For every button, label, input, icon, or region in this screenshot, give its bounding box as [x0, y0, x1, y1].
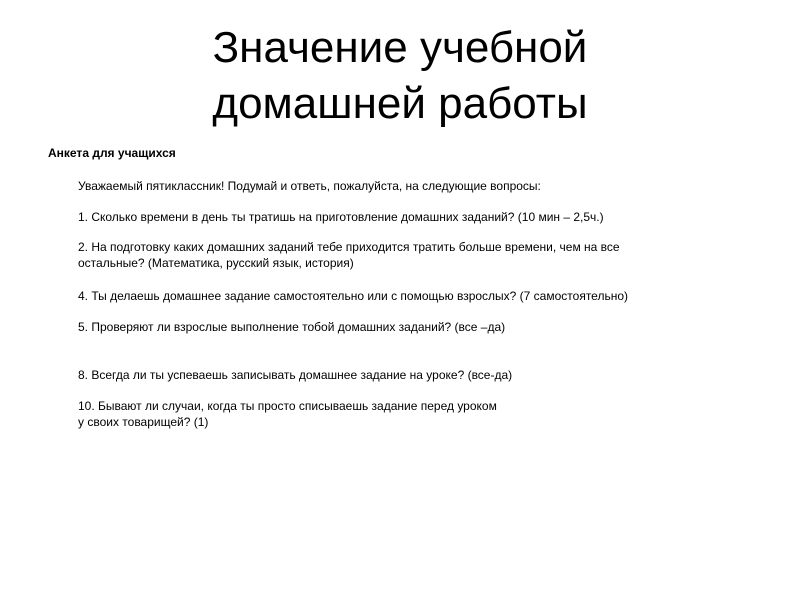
question-10-line-1: 10. Бывают ли случаи, когда ты просто списываешь задание перед уроком	[78, 399, 497, 413]
question-2-line-1: 2. На подготовку каких домашних заданий тебе приходится тратить больше времени, чем на все	[78, 240, 620, 254]
question-10	[78, 398, 497, 430]
slide-title-line-2: домашней работы	[212, 79, 588, 128]
slide-title-line-1: Значение учебной	[212, 23, 588, 72]
question-1: 1. Сколько времени в день ты тратишь на приготовление домашних заданий? (10 мин – 2,5ч.)	[78, 210, 604, 224]
question-10-line-2: у своих товарищей? (1)	[78, 415, 209, 429]
question-4: 4. Ты делаешь домашнее задание самостоятельно или с помощью взрослых? (7 самостоятельно)	[78, 289, 629, 303]
question-5: 5. Проверяют ли взрослые выполнение тобой домашних заданий? (все –да)	[78, 320, 506, 334]
question-2	[78, 239, 620, 271]
questionnaire-heading: Анкета для учащихся	[48, 146, 176, 160]
question-8: 8. Всегда ли ты успеваешь записывать домашнее задание на уроке? (все-да)	[78, 368, 513, 382]
question-2-line-2: остальные? (Математика, русский язык, история)	[78, 256, 354, 270]
intro-text: Уважаемый пятиклассник! Подумай и ответь, пожалуйста, на следующие вопросы:	[78, 179, 541, 193]
slide-title	[0, 20, 800, 132]
